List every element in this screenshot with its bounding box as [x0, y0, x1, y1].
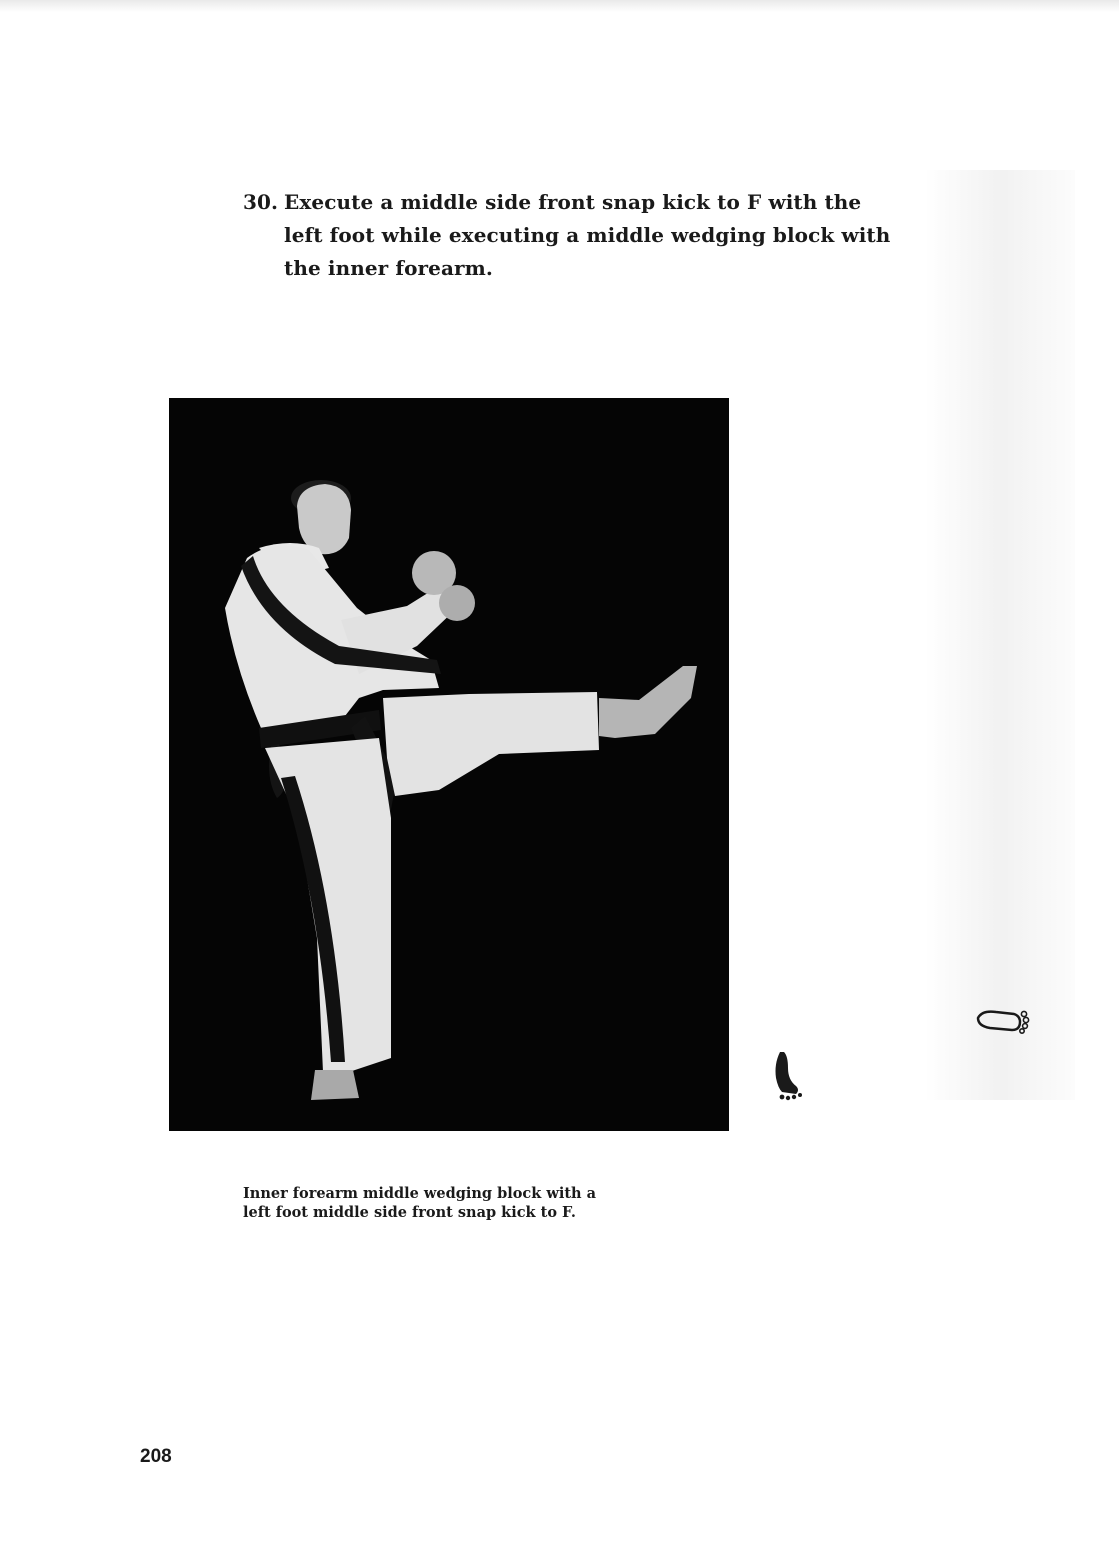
bleed-through-shadow	[925, 170, 1075, 1100]
step-number: 30.	[243, 190, 279, 214]
caption-line-2: left foot middle side front snap kick to F.	[243, 1204, 576, 1221]
martial-artist-figure	[169, 398, 729, 1131]
scan-top-edge	[0, 0, 1119, 12]
instruction-line-1: Execute a middle side front snap kick to F with the	[284, 190, 862, 214]
footprint-standing-icon	[770, 1050, 810, 1102]
page-number: 208	[140, 1446, 172, 1467]
caption-line-1: Inner forearm middle wedging block with a	[243, 1185, 597, 1202]
step-instruction	[243, 186, 891, 285]
instruction-line-3: the inner forearm.	[284, 256, 493, 280]
photo-caption	[243, 1184, 673, 1222]
instruction-line-2: left foot while executing a middle wedging block with	[284, 223, 891, 247]
footprint-kicking-icon	[976, 1006, 1030, 1036]
kick-photograph	[169, 398, 729, 1131]
